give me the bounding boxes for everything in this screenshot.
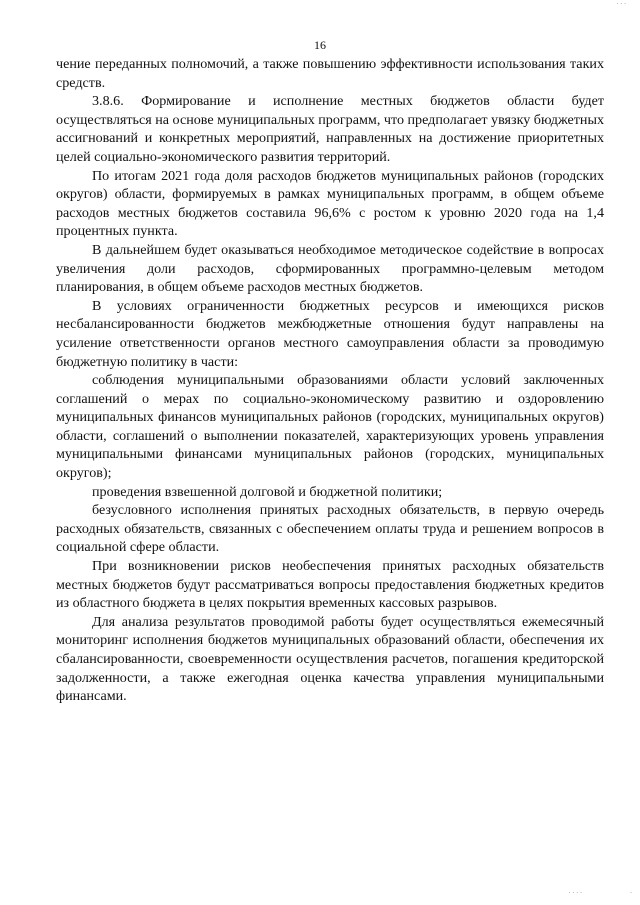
scan-artifact: · (630, 890, 632, 897)
paragraph-obligations-execution: безусловного исполнения принятых расходных обязательств, в первую очередь расходных обязательств, связанных с обеспечением оплаты труда и решением вопросов в социальной сфере области. (56, 502, 604, 556)
paragraph-2021-results: По итогам 2021 года доля расходов бюджетов муниципальных районов (городских округов) области, формируемых в рамках муниципальных программ, в общем объеме расходов местных бюджетов составила 96,6% с ростом к уровню 2020 года на 1,4 процентных пункта. (56, 167, 604, 240)
paragraph-agreements-compliance: соблюдения муниципальными образованиями области условий заключенных соглашений о мерах по социально-экономическому развитию и оздоровлению муниципальных финансов муниципальных районов (городских, муниципальных округов) области, соглашений о выполнении показателей, характеризующих уровень управления муниципальными финансами муниципальных районов (городских, муниципальных округов); (56, 372, 604, 482)
scan-artifact: · · · · (568, 890, 582, 897)
page-number: 16 (314, 38, 326, 52)
scan-artifact: · · · (616, 1, 626, 8)
paragraph-budget-constraints: В условиях ограниченности бюджетных ресурсов и имеющихся рисков несбалансированности бюджетов межбюджетные отношения будут направлены на усиление ответственности органов местного самоуправления области за проводимую бюджетную политику в части: (56, 297, 604, 370)
paragraph-budget-credits: При возникновении рисков необеспечения принятых расходных обязательств местных бюджетов будут рассматриваться вопросы предоставления бюджетных кредитов из областного бюджета в целях покрытия временных кассовых разрывов. (56, 558, 604, 612)
paragraph-section-3-8-6: 3.8.6. Формирование и исполнение местных бюджетов области будет осуществляться на основе муниципальных программ, что предполагает увязку бюджетных ассигнований и конкретных мероприятий, направленных на достижение приоритетных целей социально-экономического развития территорий. (56, 93, 604, 165)
paragraph-continuation: чение переданных полномочий, а также повышению эффективности использования таких средств. (56, 56, 604, 91)
paragraph-monitoring: Для анализа результатов проводимой работы будет осуществляться ежемесячный мониторинг исполнения бюджетов муниципальных образований области, обеспечения их сбалансированности, своевременности осуществления расчетов, погашения кредиторской задолженности, а также ежегодная оценка качества управления муниципальными финансами. (56, 613, 604, 705)
paragraph-debt-policy: проведения взвешенной долговой и бюджетной политики; (92, 483, 443, 500)
paragraph-methodical-support: В дальнейшем будет оказываться необходимое методическое содействие в вопросах увеличения доли расходов, сформированных программно-целевым методом планирования, в общем объеме расходов местных бюджетов. (56, 241, 604, 296)
document-body (56, 55, 604, 706)
